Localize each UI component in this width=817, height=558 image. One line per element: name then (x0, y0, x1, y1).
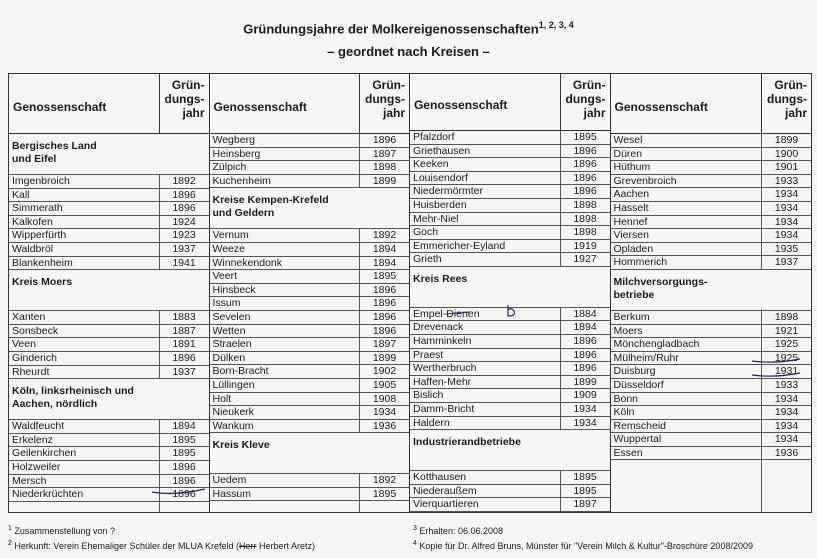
cooperative-name: Xanten (12, 311, 46, 324)
founding-year: 1899 (560, 376, 610, 389)
founding-year: 1896 (560, 172, 610, 185)
cooperative-name: Niedermörmter (413, 185, 484, 198)
header-genossenschaft: Genossenschaft (213, 99, 307, 114)
cooperative-name: Born-Bracht (212, 365, 269, 378)
table-row (410, 471, 610, 485)
cooperative-name: Empel-Dienen (413, 307, 480, 320)
cooperative-name: Haffen-Mehr (413, 375, 472, 388)
cooperative-name: Wankum (212, 419, 254, 432)
cooperative-name: Mülheim/Ruhr (613, 351, 679, 364)
cooperative-name: Haldern (413, 416, 450, 429)
founding-year: 1934 (761, 406, 811, 419)
founding-year: 1895 (560, 471, 610, 484)
cooperative-name: Praest (413, 348, 444, 361)
founding-year: 1892 (359, 474, 409, 487)
table-row (410, 172, 610, 186)
table-row (9, 325, 209, 339)
cooperative-name: Remscheid (613, 419, 667, 432)
table-row (611, 256, 812, 270)
founding-year: 1901 (761, 161, 811, 174)
founding-year: 1934 (761, 216, 811, 229)
founding-year: 1884 (560, 308, 610, 321)
table-row (210, 488, 410, 502)
cooperative-name: Wesel (613, 134, 643, 146)
founding-year: 1896 (159, 189, 209, 202)
table-row (410, 240, 610, 254)
table-row (210, 257, 410, 271)
founding-year: 1937 (159, 243, 209, 256)
founding-year: 1937 (761, 256, 811, 269)
founding-year: 1898 (359, 161, 409, 174)
table-row (210, 161, 410, 175)
founding-year: 1898 (560, 213, 610, 226)
table-row (410, 158, 610, 172)
table-row (410, 253, 610, 267)
table-row (210, 474, 410, 488)
founding-year: 1891 (159, 338, 209, 351)
cooperative-name: Mersch (12, 474, 47, 487)
founding-year: 1934 (359, 406, 409, 419)
cooperative-name: Holzweiler (12, 460, 61, 473)
title-refs: 1, 2, 3, 4 (538, 20, 574, 30)
cooperative-name: Vernum (212, 229, 249, 242)
empty-rows (210, 501, 410, 512)
table-row (611, 447, 812, 461)
cooperative-name: Wertherbruch (413, 362, 477, 375)
founding-year: 1934 (761, 229, 811, 242)
table-row (611, 243, 812, 257)
cooperative-name: Rheurdt (12, 365, 50, 378)
cooperative-name: Grieth (413, 253, 442, 266)
founding-year: 1895 (560, 131, 610, 144)
cooperative-name: Waldbröl (12, 242, 54, 255)
table-row (611, 216, 812, 230)
cooperative-name: Mönchengladbach (613, 338, 700, 351)
cooperative-name: Duisburg (613, 365, 656, 378)
founding-year: 1895 (159, 447, 209, 460)
table-column (410, 74, 611, 512)
section-heading (410, 267, 610, 308)
cooperative-name: Bislich (413, 389, 444, 402)
cooperative-name: Veen (12, 338, 36, 351)
founding-year: 1899 (761, 134, 811, 147)
table-row (210, 338, 410, 352)
table-row (611, 352, 812, 366)
founding-year: 1909 (560, 389, 610, 402)
founding-year: 1896 (560, 158, 610, 171)
table-row (9, 434, 209, 448)
founding-year: 1935 (761, 243, 811, 256)
cooperative-name: Berkum (613, 310, 650, 323)
table-row (210, 325, 410, 339)
founding-year: 1896 (159, 475, 209, 488)
cooperative-name: Lüllingen (212, 378, 255, 391)
founding-year: 1897 (359, 338, 409, 351)
footnote-2: $^2$ Herkunft: Verein Ehemaliger Schüler der MLUA Krefeld (Herr Herbert Aretz) (8, 540, 316, 551)
table-row (9, 352, 209, 366)
struck-word: Herr (239, 541, 257, 551)
table-row (9, 216, 209, 230)
table-row (410, 213, 610, 227)
table-row (210, 365, 410, 379)
cooperative-name: Dülken (212, 351, 246, 364)
table-row (410, 335, 610, 349)
founding-year: 1924 (159, 216, 209, 229)
founding-year: 1896 (359, 297, 409, 310)
cooperative-name: Ginderich (12, 351, 57, 364)
cooperative-name: Wuppertal (613, 433, 662, 446)
founding-year: 1896 (159, 352, 209, 365)
founding-year: 1934 (761, 420, 811, 433)
title-line1: Gründungsjahre der Molkereigenossenschaften (243, 21, 539, 37)
cooperative-name: Niederaußem (413, 484, 477, 497)
founding-year: 1934 (761, 433, 811, 446)
footnote-4: $^4$ Kopie für Dr. Alfred Bruns, Münster für "Verein Milch & Kultur"-Broschüre 2008/2009 (413, 540, 753, 551)
founding-year: 1934 (761, 188, 811, 201)
cooperative-name: Simmerath (12, 202, 63, 215)
table-row (410, 349, 610, 363)
founding-year: 1896 (159, 461, 209, 474)
founding-year: 1927 (560, 253, 610, 266)
table-row (611, 406, 812, 420)
founding-year: 1895 (159, 434, 209, 447)
table-row (9, 366, 209, 380)
table-column (210, 74, 411, 512)
cooperative-name: Wipperfürth (12, 229, 67, 242)
founding-year: 1921 (761, 325, 811, 338)
table-row (611, 393, 812, 407)
table-row (410, 403, 610, 417)
table-row (410, 389, 610, 403)
cooperative-name: Niederkrüchten (12, 488, 84, 501)
table-row (9, 488, 209, 502)
cooperative-name: Essen (613, 446, 643, 459)
header-genossenschaft: Genossenschaft (414, 97, 508, 112)
table-row (9, 257, 209, 271)
section-title: Kreis Moers (12, 276, 73, 289)
founding-year: 1896 (359, 134, 409, 147)
cooperative-name: Goch (413, 226, 439, 239)
cooperative-name: Aachen (613, 188, 650, 201)
founding-year: 1892 (159, 175, 209, 188)
founding-year: 1896 (359, 311, 409, 324)
table-row (210, 311, 410, 325)
founding-year: 1937 (159, 366, 209, 379)
table-row (9, 175, 209, 189)
cooperative-name: Bonn (613, 392, 639, 405)
cooperative-name: Holt (212, 392, 232, 405)
cooperative-name: Kalkofen (12, 215, 53, 228)
table-row (210, 379, 410, 393)
founding-year: 1934 (560, 403, 610, 416)
header-genossenschaft: Genossenschaft (13, 99, 107, 114)
section-heading (9, 134, 209, 175)
table-row (611, 148, 812, 162)
founding-year: 1898 (560, 226, 610, 239)
founding-year: 1896 (159, 202, 209, 215)
column-header (9, 74, 209, 134)
cooperative-name: Viersen (613, 229, 649, 242)
cooperative-name: Blankenheim (12, 256, 73, 269)
section-title: Milchversorgungs- betriebe (613, 275, 708, 301)
page-subtitle: – geordnet nach Kreisen – (327, 44, 490, 59)
founding-year: 1897 (560, 498, 610, 511)
cooperative-name: Louisendorf (413, 171, 468, 184)
section-title: Kreis Rees (413, 272, 468, 285)
founding-year: 1899 (359, 175, 409, 188)
cooperative-name: Pfalzdorf (413, 130, 455, 143)
cooperative-name: Düren (613, 147, 643, 160)
cooperative-name: Straelen (212, 338, 252, 351)
section-heading (210, 188, 410, 229)
founding-year: 1894 (560, 321, 610, 334)
cooperative-name: Kuchenheim (212, 174, 271, 187)
table-row (9, 338, 209, 352)
cooperative-name: Moers (613, 324, 643, 337)
cooperative-name: Hinsbeck (212, 283, 256, 296)
section-heading (410, 430, 610, 471)
header-genossenschaft: Genossenschaft (614, 99, 708, 114)
table-row (410, 321, 610, 335)
table-row (611, 433, 812, 447)
cooperative-name: Drevenack (413, 321, 464, 334)
cooperative-name: Huisberden (413, 198, 467, 211)
founding-year: 1894 (359, 243, 409, 256)
founding-year: 1896 (560, 145, 610, 158)
founding-year: 1919 (560, 240, 610, 253)
founding-year: 1896 (560, 362, 610, 375)
cooperative-name: Weeze (212, 242, 245, 255)
cooperative-name: Issum (212, 297, 241, 310)
founding-year: 1896 (560, 349, 610, 362)
table-row (210, 420, 410, 434)
cooperative-name: Winnekendonk (212, 256, 282, 269)
founding-year: 1892 (359, 229, 409, 242)
table-row (210, 270, 410, 284)
section-title: Kreis Kleve (212, 439, 270, 452)
header-gruendungsjahr: Grün- dungs- jahr (761, 74, 811, 133)
founding-year: 1933 (761, 175, 811, 188)
table-row (9, 475, 209, 489)
table-row (611, 311, 812, 325)
cooperative-name: Grevenbroich (613, 174, 677, 187)
table-row (210, 148, 410, 162)
cooperative-name: Hassum (212, 487, 252, 500)
founding-year: 1933 (761, 379, 811, 392)
header-gruendungsjahr: Grün- dungs- jahr (560, 74, 610, 130)
cooperative-name: Sonsbeck (12, 324, 59, 337)
table-row (611, 229, 812, 243)
section-heading (9, 270, 209, 311)
table-row (210, 243, 410, 257)
cooperative-name: Köln (613, 406, 635, 419)
cooperative-name: Geilenkirchen (12, 447, 77, 460)
cooperative-name: Opladen (613, 242, 654, 255)
founding-years-table (8, 73, 812, 513)
section-title: Kreise Kempen-Krefeld und Geldern (212, 194, 329, 220)
table-row (210, 352, 410, 366)
table-column (611, 74, 812, 512)
table-row (611, 202, 812, 216)
page-title (0, 20, 817, 36)
table-row (9, 189, 209, 203)
cooperative-name: Sevelen (212, 310, 251, 323)
founding-year: 1923 (159, 229, 209, 242)
empty-rows (611, 460, 812, 512)
founding-year: 1905 (359, 379, 409, 392)
founding-year: 1941 (159, 257, 209, 270)
founding-year: 1894 (359, 257, 409, 270)
founding-year: 1900 (761, 148, 811, 161)
table-row (410, 185, 610, 199)
section-heading (9, 379, 209, 420)
cooperative-name: Wetten (212, 324, 246, 337)
cooperative-name: Erkelenz (12, 433, 53, 446)
cooperative-name: Mehr-Niel (413, 212, 459, 225)
table-row (410, 131, 610, 145)
cooperative-name: Kall (12, 188, 30, 201)
cooperative-name: Emmericher-Eyland (413, 239, 506, 252)
cooperative-name: Griethausen (413, 144, 471, 157)
cooperative-name: Vierquartieren (413, 498, 479, 511)
section-heading (611, 270, 812, 311)
header-gruendungsjahr: Grün- dungs- jahr (159, 74, 209, 133)
footnote-3: $^3$ Erhalten: 06.06.2008 (413, 525, 503, 536)
cooperative-name: Veert (212, 270, 238, 283)
cooperative-name: Hasselt (613, 201, 649, 214)
table-row (611, 188, 812, 202)
founding-year: 1899 (359, 352, 409, 365)
table-row (210, 284, 410, 298)
cooperative-name: Zülpich (212, 161, 247, 174)
table-row (611, 134, 812, 148)
cooperative-name: Hüthum (613, 161, 651, 174)
cooperative-name: Wegberg (212, 134, 255, 146)
founding-year: 1936 (359, 420, 409, 433)
section-heading (210, 433, 410, 474)
table-row (410, 308, 610, 322)
table-row (210, 229, 410, 243)
table-row (9, 461, 209, 475)
table-row (611, 365, 812, 379)
founding-year: 1931 (761, 365, 811, 378)
founding-year: 1896 (359, 325, 409, 338)
empty-rows (9, 502, 209, 512)
header-gruendungsjahr: Grün- dungs- jahr (359, 74, 409, 133)
founding-year: 1897 (359, 148, 409, 161)
cooperative-name: Imgenbroich (12, 175, 70, 187)
founding-year: 1895 (359, 488, 409, 501)
table-row (410, 485, 610, 499)
cooperative-name: Nieukerk (212, 406, 254, 419)
table-row (210, 134, 410, 148)
table-row (9, 311, 209, 325)
section-title: Bergisches Land und Eifel (12, 140, 97, 165)
cooperative-name: Waldfeucht (12, 420, 65, 433)
founding-year: 1896 (359, 284, 409, 297)
founding-year: 1894 (159, 420, 209, 433)
founding-year: 1896 (560, 185, 610, 198)
founding-year: 1902 (359, 365, 409, 378)
founding-year: 1925 (761, 338, 811, 351)
founding-year: 1934 (560, 417, 610, 430)
founding-year: 1925 (761, 352, 811, 365)
founding-year: 1898 (761, 311, 811, 324)
cooperative-name: Keeken (413, 158, 449, 171)
founding-year: 1883 (159, 311, 209, 324)
table-row (410, 226, 610, 240)
founding-year: 1898 (560, 199, 610, 212)
table-column (9, 74, 210, 512)
table-row (210, 175, 410, 189)
cooperative-name: Düsseldorf (613, 378, 664, 391)
table-row (210, 393, 410, 407)
founding-year: 1895 (359, 270, 409, 283)
founding-year: 1895 (560, 485, 610, 498)
table-row (410, 199, 610, 213)
column-header (210, 74, 410, 134)
table-row (210, 406, 410, 420)
column-header (611, 74, 812, 134)
cooperative-name: Hamminkeln (413, 335, 472, 348)
founding-year: 1908 (359, 393, 409, 406)
table-row (210, 297, 410, 311)
founding-year: 1936 (761, 447, 811, 460)
table-row (9, 243, 209, 257)
table-row (410, 362, 610, 376)
table-row (611, 325, 812, 339)
founding-year: 1896 (560, 335, 610, 348)
cooperative-name: Hennef (613, 215, 648, 228)
founding-year: 1887 (159, 325, 209, 338)
table-row (410, 376, 610, 390)
table-row (611, 161, 812, 175)
cooperative-name: Damm-Bricht (413, 403, 475, 416)
table-row (9, 202, 209, 216)
section-title: Köln, linksrheinisch und Aachen, nördlich (12, 385, 134, 411)
table-row (9, 447, 209, 461)
table-row (9, 420, 209, 434)
table-row (611, 175, 812, 189)
table-row (410, 145, 610, 159)
column-header (410, 74, 610, 131)
table-row (9, 229, 209, 243)
founding-year: 1934 (761, 393, 811, 406)
founding-year: 1896 (159, 488, 209, 501)
cooperative-name: Kotthausen (413, 471, 467, 484)
footnote-1: $^1$ Zusammenstellung von ? (8, 525, 115, 536)
table-row (611, 338, 812, 352)
table-row (611, 420, 812, 434)
cooperative-name: Heinsberg (212, 147, 261, 160)
table-row (611, 379, 812, 393)
section-title: Industrierandbetriebe (413, 436, 521, 449)
table-row (410, 498, 610, 512)
table-row (410, 417, 610, 431)
cooperative-name: Hommerich (613, 256, 668, 269)
cooperative-name: Uedem (212, 474, 247, 487)
founding-year: 1934 (761, 202, 811, 215)
